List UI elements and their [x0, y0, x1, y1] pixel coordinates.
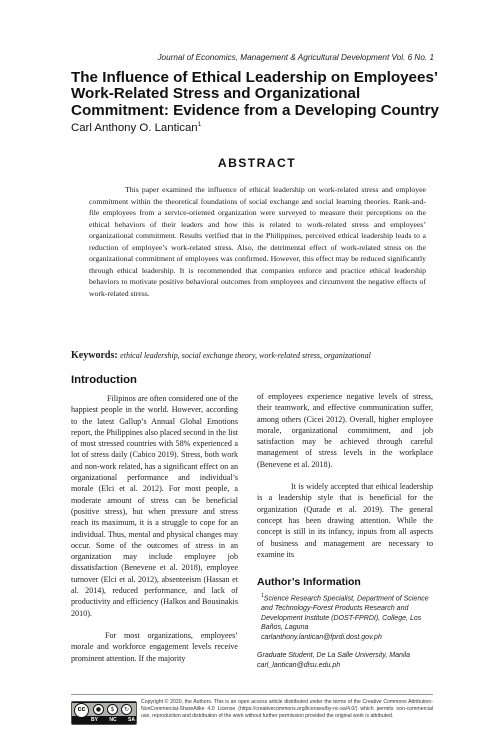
intro-paragraph-2: For most organizations, employees’ morale and workforce engagement levels receive prominent attention. If the majority: [71, 630, 238, 663]
author-line: [71, 121, 201, 134]
author-affiliation-1: [257, 592, 435, 633]
intro-paragraph-1: Filipinos are often considered one of the happiest people in the world. However, according to the latest Gallup’s Annual Global Emotions report, the Philippines also placed second in the list of most stressed countries with 58% experienced a lot of stress daily (Cabico 2019). Stress, both work and non-work related, has a significant effect on an organizational performance and individual’s morale (Elci et al. 2012). For most people, a moderate amount of stress can be beneficial (positive stress), but when pressure and stress reach its maximum, it is a struggle to cope for an individual. Thus, mental and physical changes may occur. Some of the outcomes of stress in an organization may include employee job dissatisfaction (Benevene et al. 2018), employee turnover (Elci et al. 2012), absenteeism (Hassan et al. 2014), reduced performance, and lack of productivity and efficiency (Halkos and Bousinakis 2010).: [71, 394, 238, 618]
nc-dollar-icon: $: [107, 704, 118, 715]
paper-title: The Influence of Ethical Leadership on Employees’ Work-Related Stress and Organizational Commitment: Evidence from a Developing Country: [71, 69, 439, 119]
abstract-heading: ABSTRACT: [217, 156, 297, 170]
badge-label-sa: SA: [128, 717, 135, 723]
affiliation-marker: 1: [261, 593, 264, 599]
author-email-2: carl_lantican@dlsu.edu.ph: [257, 661, 341, 669]
author-email-1: carlanthony.lantican@fprdi.dost.gov.ph: [261, 633, 382, 641]
keywords-list: ethical leadership, social exchange theory, work-related stress, organizational: [120, 351, 371, 360]
cc-license-badge: [71, 701, 137, 725]
left-column: [71, 393, 238, 664]
badge-label-nc: NC: [109, 717, 117, 723]
author-name: Carl Anthony O. Lantican: [71, 121, 198, 134]
journal-header: Journal of Economics, Management & Agricultural Development Vol. 6 No. 1: [157, 53, 434, 62]
intro-paragraph-4: It is widely accepted that ethical leadership is a leadership style that is beneficial for the organization (Qurade et al. 2019). The general concept has been drawing attention. While the concept is still in its infancy, inputs from all aspects of business and management are necessary to examine its: [257, 482, 433, 559]
keywords-label: Keywords:: [71, 350, 118, 361]
keywords-line: [71, 350, 471, 361]
abstract-text: This paper examined the influence of ethical leadership on work-related stress and employee commitment within the theoretical foundations of social exchange and social learning theories. Rank-and-file employees from a service-oriented organization were surveyed to measure their perceptions on the ethical behaviors of their leaders and how this is related to work-related stress and employees’ organizational commitment. Results verified that in the Philippines, perceived ethical leadership leads to a reduction of employee’s work-related stress. Also, the detrimental effect of work-related stress on the organizational commitment of employees was confirmed. However, this effect may be reduced significantly through ethical leadership. It is recommended that companies enforce and practice ethical leadership behaviors to motivate positive behavioral outcomes from employees and circumvent the negative effects of work-related stress.: [89, 185, 426, 298]
cc-logo-icon: cc: [74, 703, 89, 718]
author-info-box: [257, 592, 435, 671]
sa-share-icon: ↻: [121, 704, 132, 715]
footer-divider: [71, 694, 433, 695]
by-person-icon: ●: [93, 704, 104, 715]
introduction-heading: Introduction: [71, 374, 137, 386]
author-info-heading: Author’s Information: [257, 576, 361, 588]
copyright-notice: Copyright © 2020, the Authors. This is an open access article distributed under the terms of the Creative Commons Attribution-NonCommercial-ShareAlike 4.0 License (https://creativecommons.org/licenses/by-nc-sa/4.0/) which permits non-commercial use, reproduction and distribution of the work without further permission provided the original work is attributed.: [141, 699, 433, 719]
affiliation-1-text: Science Research Specialist, Department of Science and Technology-Forest Products Research and Development Institute (DOST-FPRDI), College, Los Baños, Laguna: [261, 595, 429, 632]
intro-paragraph-3: of employees experience negative levels of stress, their teamwork, and effective communication suffer, among others (Cicei 2012). Overall, higher employee morale, organizational commitment, and job satisfaction may be achieved through careful management of stress levels in the workplace (Benevene et al. 2018).: [257, 392, 433, 469]
author-affiliation-2: Graduate Student, De La Salle University, Manila: [257, 652, 411, 660]
badge-label-by: BY: [91, 717, 98, 723]
right-column: [257, 391, 433, 560]
author-marker: 1: [197, 121, 202, 128]
